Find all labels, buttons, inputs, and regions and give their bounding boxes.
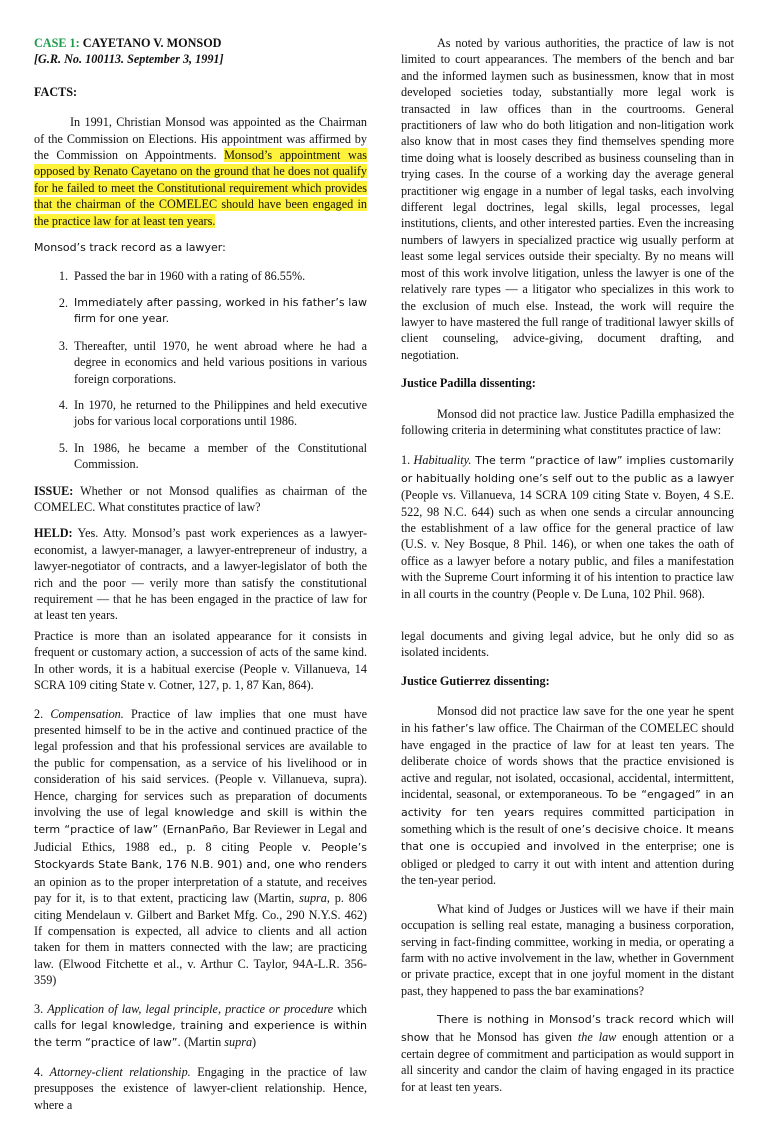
list-item: 2. Immediately after passing, worked in his father’s law firm for one year.: [58, 295, 367, 326]
facts-text: In 1991, Christian Monsod was appointed as the Chairman of the Commission on Elections. His appointment was affirmed by the Commission on Appointments.: [34, 115, 367, 163]
column-top-left: [34, 35, 367, 634]
list-item: 4. In 1970, he returned to the Philippines and held executive jobs for various local corporations until 1986.: [58, 397, 367, 429]
list-item: 3. Thereafter, until 1970, he went abroad where he had a degree in economics and held various positions in various foreign corporations.: [58, 338, 367, 386]
gutierrez-paragraph: Monsod did not practice law save for the one year he spent in his father’s law office. The Chairman of the COMELEC should have engaged in the practice of law for at least ten years. The deliberate choice of words shows that the practice envisioned is active and regular, not isolated, occasional, accidental, intermittent, incidental, seasonal, or extemporaneous. To be “engaged” in an activity for ten years requires committed participation in something which is the result of one’s decisive choice. It means that one is occupied and involved in the enterprise; one is obliged or pledged to carry it out with intent and attention during the ten-year period.: [401, 704, 735, 888]
padilla-heading: Justice Padilla dissenting:: [401, 376, 536, 391]
track-record-list: [34, 268, 367, 472]
application-paragraph: 3. Application of law, legal principle, practice or procedure which calls for legal knowledge, training and experience is within the term “practice of law”. (Martin supra): [34, 1001, 368, 1050]
isolated-incidents-paragraph: legal documents and giving legal advice, but he only did so as isolated incidents.: [401, 629, 734, 660]
column-bottom-right: [401, 628, 734, 1105]
case-gr-number: [G.R. No. 100113. September 3, 1991]: [34, 52, 224, 67]
compensation-paragraph: 2. Compensation. Practice of law implies that one must have presented himself to be in the active and continued practice of the legal profession and that his professional services are available to the public for compensation, as a service of his livelihood or in consideration of his said services. (People v. Villanueva, supra). Hence, charging for services such as preparation of documents involving the use of legal knowledge and skill is within the term “practice of law” (ErnanPaño, Bar Reviewer in Legal and Judicial Ethics, 1988 ed., p. 8 citing People v. People’s Stockyards State Bank, 176 N.B. 901) and, one who renders an opinion as to the proper interpretation of a statute, and receives pay for it, is to that extent, practicing law (Martin, supra, p. 806 citing Mendelaun v. Gilbert and Barket Mfg. Co., 290 N.Y.S. 462) If compensation is expected, all advice to clients and all action taken for them in matters connected with the law; are practicing law. (Elwood Fitchette et al., v. Arthur C. Taylor, 94A-L.R. 356-359): [34, 706, 368, 988]
case-label: CASE 1:: [34, 36, 80, 50]
case-heading: [34, 35, 367, 51]
padilla-paragraph: Monsod did not practice law. Justice Padilla emphasized the following criteria in determining what constitutes practice of law:: [401, 406, 734, 437]
practice-habitual-paragraph: Practice is more than an isolated appearance for it consists in frequent or customary action, a succession of acts of the same kind. In other words, it is a habitual exercise (People v. Villanueva, 14 SCRA 109 citing State v. Cotner, 127, p. 1, 87 Kan, 864).: [34, 629, 367, 693]
held-paragraph: [34, 525, 367, 623]
facts-heading: FACTS:: [34, 84, 78, 99]
facts-paragraph: [34, 114, 367, 229]
issue-label: ISSUE:: [34, 483, 74, 498]
attorney-client-paragraph: 4. Attorney-client relationship. Engaging in the practice of law presupposes the existence of lawyer-client relationship. Hence, where a: [34, 1064, 368, 1112]
column-bottom-left: [34, 628, 367, 1123]
track-record-heading: Monsod’s track record as a lawyer:: [34, 241, 226, 255]
judges-paragraph: What kind of Judges or Justices will we have if their main occupation is selling real estate, managing a business corporation, serving in fact-finding committee, working in media, or operating a farm with no active involvement in the law, whether in Government or private practice, except that in one joyful moment in the distant past, they happened to pass the bar examinations?: [401, 901, 734, 998]
case-title: CAYETANO V. MONSOD: [82, 36, 222, 50]
facts-highlighted-text: Monsod’s appointment was opposed by Renato Cayetano on the ground that he does not qualify for he failed to meet the Constitutional requirement which provides that the chairman of the COMELEC should have been engaged in the practice law for at least ten years.: [34, 148, 368, 228]
issue-paragraph: [34, 483, 367, 516]
list-item: 1. Passed the bar in 1960 with a rating of 86.55%.: [58, 269, 306, 284]
track-record-paragraph: There is nothing in Monsod’s track record which will show that he Monsod has given the law enough attention or a certain degree of commitment and participation as would support in all sincerity and candor the claim of having engaged in its practice for at least ten years.: [401, 1013, 734, 1094]
held-text: Yes. Atty. Monsod’s past work experiences as a lawyer-economist, a lawyer-manager, a lawyer-entrepreneur of industry, a lawyer-negotiator of contracts, and a lawyer-legislator of both the rich and the poor — verily more than satisfy the constitutional requirement — that he has been engaged in the practice of law for at least ten years.: [34, 526, 367, 623]
gutierrez-heading: Justice Gutierrez dissenting:: [401, 673, 550, 688]
issue-text: Whether or not Monsod qualifies as chairman of the COMELEC. What constitutes practice of law?: [34, 483, 367, 514]
practice-paragraph: As noted by various authorities, the practice of law is not limited to court appearances. The members of the bench and bar and the informed laymen such as businessmen, know that in most developed societies today, substantially more legal work is transacted in law offices than in the courtrooms. General practitioners of law who do both litigation and non-litigation work also know that in most cases they find themselves spending more time doing what is loosely described as business counseling than in trying cases. In the course of a working day the average general practitioner wig engage in a number of legal tasks, each involving different legal doctrines, legal skills, legal processes, legal institutions, clients, and other interested parties. Even the increasing numbers of lawyers in specialized practice wig usually perform at least some legal services outside their specialty. By no means will most of this work involve litigation, unless the lawyer is one of the relatively rare types — a litigator who specializes in this work to the exclusion of much else. Instead, the work will require the lawyer to have mastered the full range of traditional lawyer skills of client counseling, advice-giving, document drafting, and negotiation.: [401, 36, 734, 362]
habituality-paragraph: 1. Habituality. The term “practice of law” implies customarily or habitually holding one’s self out to the public as a lawyer (People vs. Villanueva, 14 SCRA 109 citing State v. Boyen, 4 S.E. 522, 98 N.C. 644) such as when one sends a circular announcing the establishment of a law office for the general practice of law (U.S. v. Ney Bosque, 8 Phil. 146), or when one takes the oath of office as a lawyer before a notary public, and files a manifestation with the Supreme Court informing it of his intention to practice law in all courts in the country (People v. De Luna, 102 Phil. 968).: [401, 453, 735, 601]
list-item: 5. In 1986, he became a member of the Constitutional Commission.: [58, 440, 367, 472]
column-top-right: [401, 35, 734, 612]
held-label: HELD:: [34, 526, 73, 541]
